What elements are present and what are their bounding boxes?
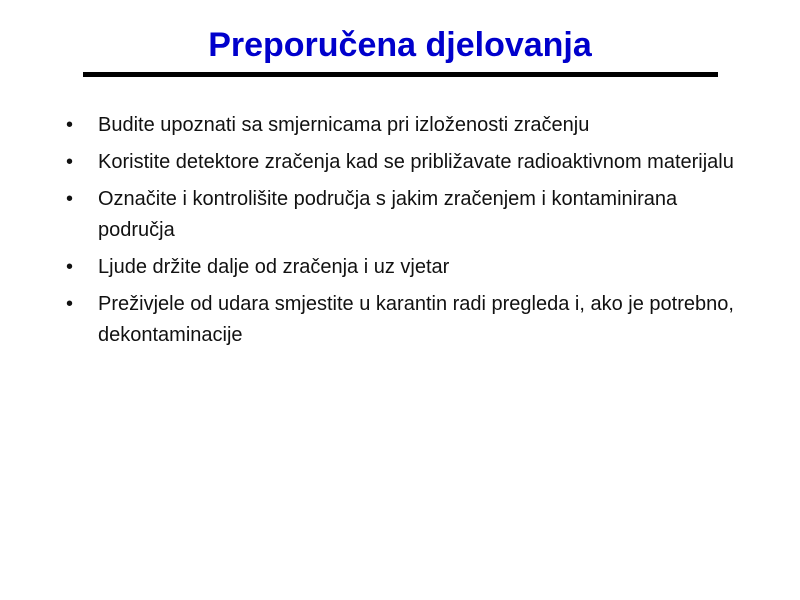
list-item [66,289,746,351]
list-item [66,252,746,283]
page-title: Preporučena djelovanja [208,26,592,64]
list-item-text: Koristite detektore zračenja kad se približavate radioaktivnom materijalu [98,151,734,173]
list-item-text: Ljude držite dalje od zračenja i uz vjetar [98,256,450,278]
list-item [66,147,746,178]
title-underline [83,72,718,77]
list-item-text: Označite i kontrolišite područja s jakim zračenjem i kontaminirana područja [98,188,678,241]
bullet-icon: • [66,256,74,278]
bullet-icon: • [66,151,74,173]
bullet-icon: • [66,293,74,315]
list-item [66,110,746,141]
list-item-text: Budite upoznati sa smjernicama pri izloženosti zračenju [98,114,590,136]
bullet-list [66,110,746,357]
bullet-icon: • [66,188,74,210]
bullet-icon: • [66,114,74,136]
list-item [66,184,746,246]
list-item-text: Preživjele od udara smjestite u karantin radi pregleda i, ako je potrebno, dekontaminacije [98,293,734,346]
